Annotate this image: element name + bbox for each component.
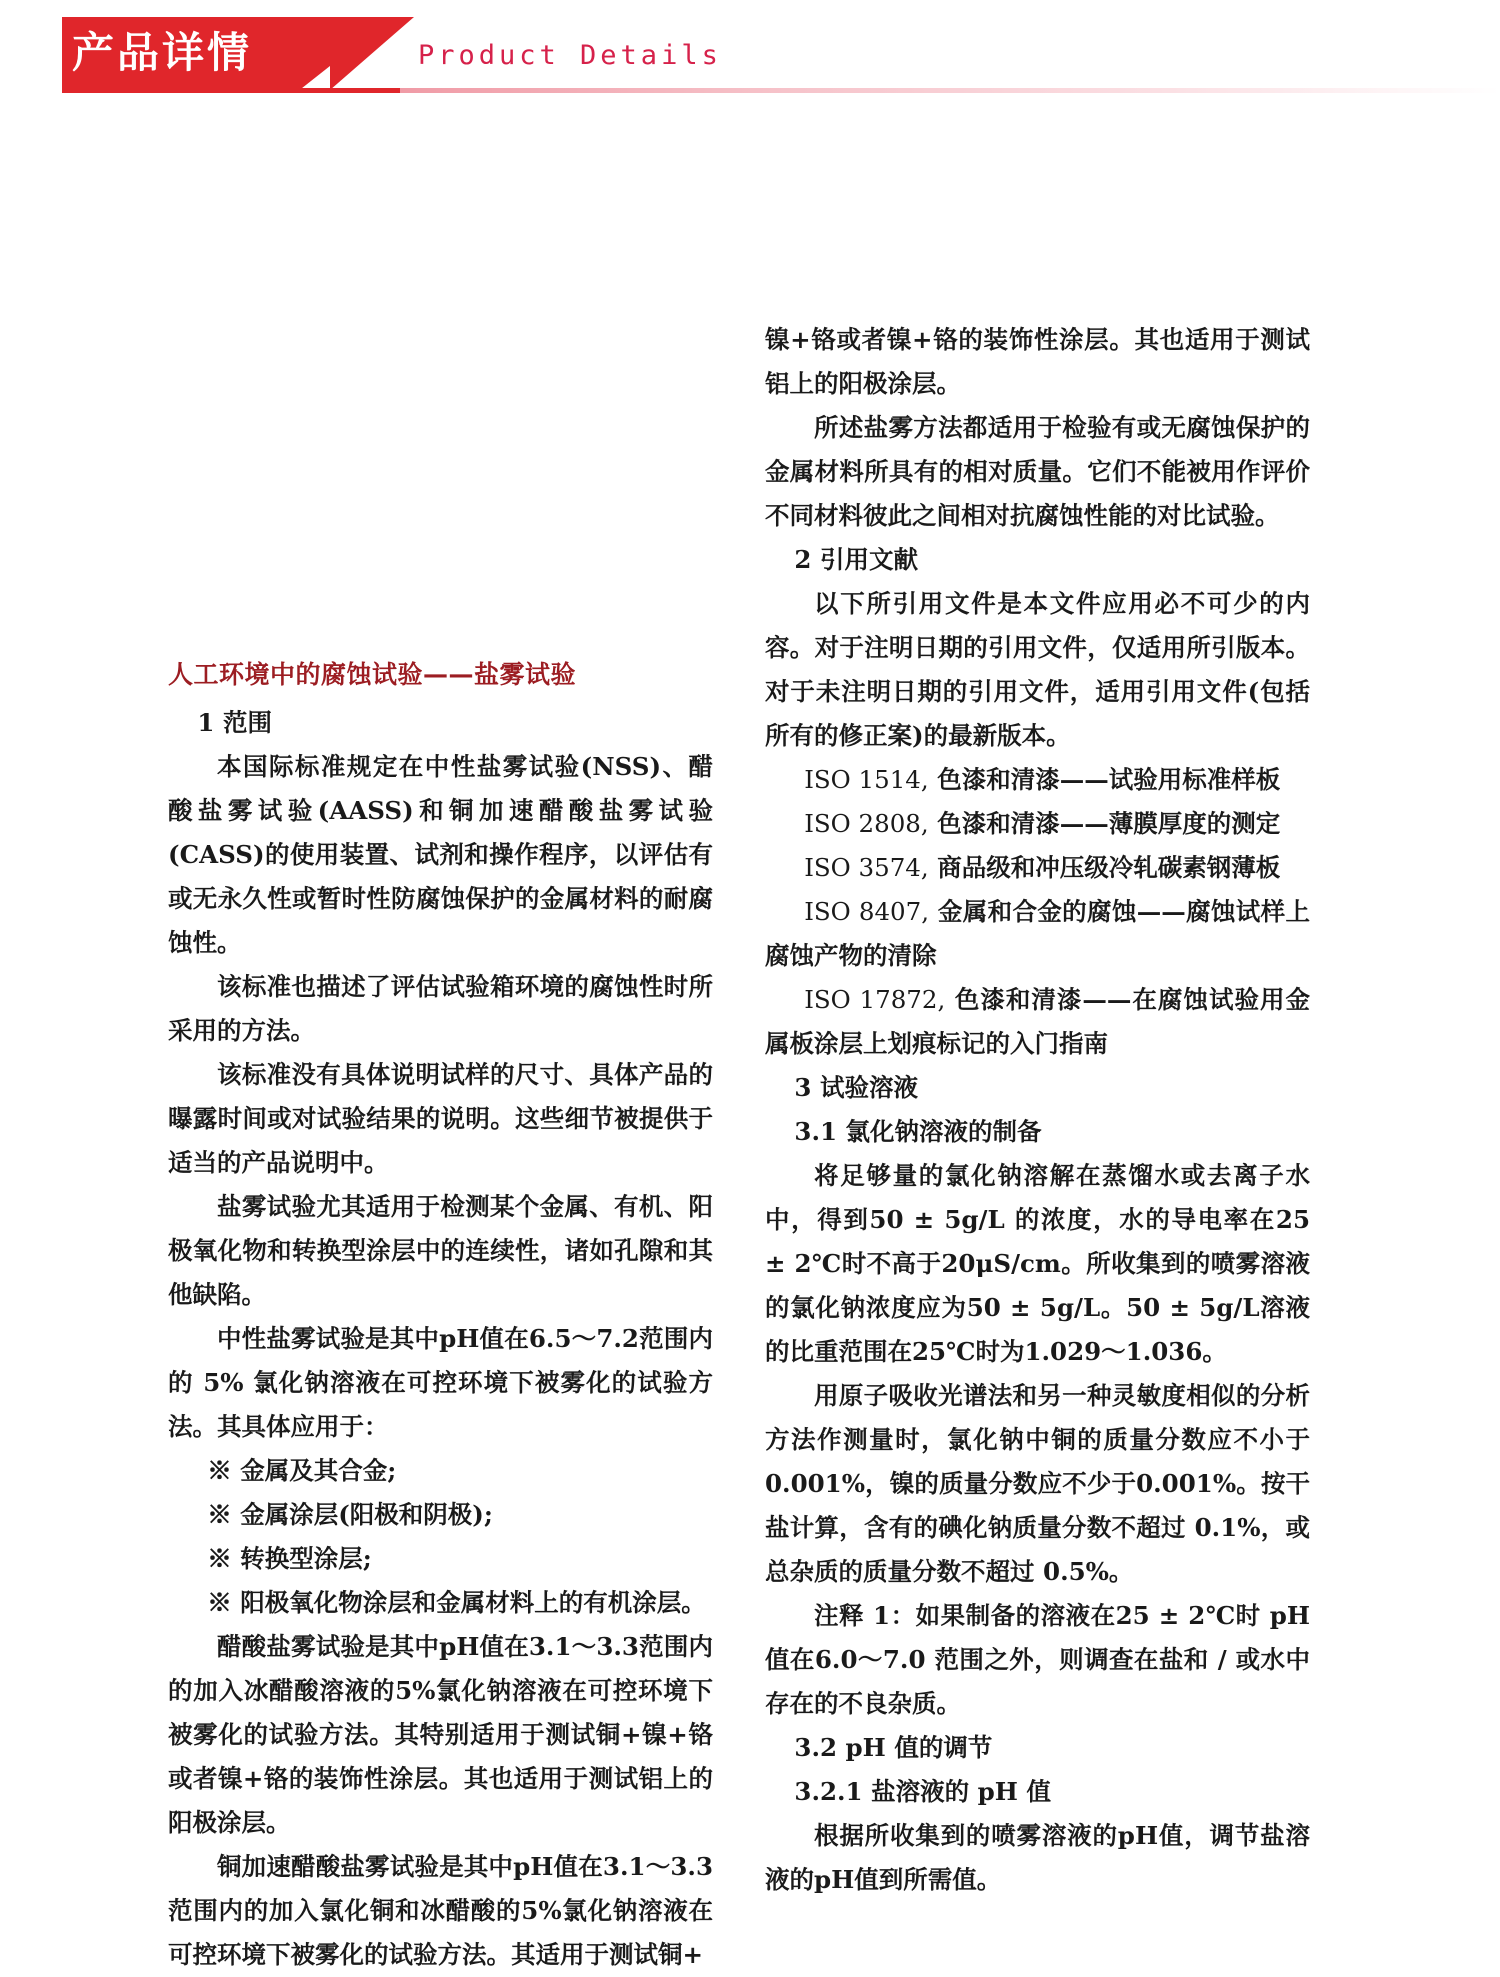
iso-reference-item [765, 802, 1310, 846]
iso-reference-title: 金属和合金的腐蚀——腐蚀试样上腐蚀产物的清除 [765, 897, 1310, 970]
paragraph: 盐雾试验尤其适用于检测某个金属、有机、阳极氧化物和转换型涂层中的连续性，诸如孔隙和其他缺陷。 [168, 1192, 713, 1309]
iso-reference-item [765, 846, 1310, 890]
note-paragraph: 注释 1：如果制备的溶液在25 ± 2℃时 pH 值在6.0～7.0 范围之外，则调查在盐和 / 或水中存在的不良杂质。 [765, 1601, 1310, 1718]
list-item: ※ 转换型涂层; [207, 1544, 372, 1573]
paragraph: 以下所引用文件是本文件应用必不可少的内容。对于注明日期的引用文件，仅适用所引版本。对于未注明日期的引用文件，适用引用文件(包括所有的修正案)的最新版本。 [765, 589, 1310, 750]
paragraph: 本国际标准规定在中性盐雾试验(NSS)、醋酸盐雾试验(AASS)和铜加速醋酸盐雾试验(CASS)的使用装置、试剂和操作程序，以评估有或无永久性或暂时性防腐蚀保护的金属材料的耐腐蚀性。 [168, 752, 713, 957]
list-item: ※ 金属及其合金; [207, 1456, 397, 1485]
iso-reference-item [765, 978, 1310, 1066]
iso-reference-title: 色漆和清漆——在腐蚀试验用金属板涂层上划痕标记的入门指南 [765, 985, 1310, 1058]
document-title: 人工环境中的腐蚀试验——盐雾试验 [168, 660, 577, 689]
header-title-chinese: 产品详情 [72, 28, 253, 77]
paragraph: 该标准没有具体说明试样的尺寸、具体产品的曝露时间或对试验结果的说明。这些细节被提供于适当的产品说明中。 [168, 1060, 713, 1177]
section-3-1-heading: 3.1 氯化钠溶液的制备 [794, 1117, 1042, 1146]
document-body [0, 100, 1500, 1969]
left-column-content [168, 655, 713, 1977]
section-3-2-1-heading: 3.2.1 盐溶液的 pH 值 [794, 1777, 1051, 1806]
paragraph: 根据所收集到的喷雾溶液的pH值，调节盐溶液的pH值到所需值。 [765, 1821, 1310, 1894]
right-column-content [765, 318, 1310, 1902]
iso-reference-item [765, 758, 1310, 802]
iso-reference-code: ISO 17872, [804, 985, 946, 1014]
section-3-heading: 3 试验溶液 [794, 1073, 918, 1102]
iso-reference-title: 色漆和清漆——薄膜厚度的测定 [937, 809, 1281, 838]
section-2-heading: 2 引用文献 [794, 545, 918, 574]
iso-reference-code: ISO 3574, [804, 853, 929, 882]
paragraph: 用原子吸收光谱法和另一种灵敏度相似的分析方法作测量时，氯化钠中铜的质量分数应不小于0.001%，镍的质量分数应不少于0.001%。按干盐计算，含有的碘化钠质量分数不超过 0.1%，或总杂质的质量分数不超过 0.5%。 [765, 1381, 1310, 1586]
header-rule-gradient [400, 88, 1500, 93]
iso-reference-code: ISO 2808, [804, 809, 929, 838]
paragraph: 该标准也描述了评估试验箱环境的腐蚀性时所采用的方法。 [168, 972, 713, 1045]
iso-reference-title: 商品级和冲压级冷轧碳素钢薄板 [937, 853, 1281, 882]
paragraph: 所述盐雾方法都适用于检验有或无腐蚀保护的金属材料所具有的相对质量。它们不能被用作评价不同材料彼此之间相对抗腐蚀性能的对比试验。 [765, 413, 1310, 530]
paragraph: 醋酸盐雾试验是其中pH值在3.1～3.3范围内的加入冰醋酸溶液的5%氯化钠溶液在可控环境下被雾化的试验方法。其特别适用于测试铜+镍+铬或者镍+铬的装饰性涂层。其也适用于测试铝上的阳极涂层。 [168, 1632, 713, 1837]
paragraph: 中性盐雾试验是其中pH值在6.5～7.2范围内的 5% 氯化钠溶液在可控环境下被雾化的试验方法。其具体应用于： [168, 1324, 713, 1441]
header-title-english: Product Details [418, 40, 722, 71]
iso-reference-code: ISO 8407, [804, 897, 930, 926]
paragraph-continuation: 镍+铬或者镍+铬的装饰性涂层。其也适用于测试铝上的阳极涂层。 [765, 325, 1310, 398]
paragraph: 铜加速醋酸盐雾试验是其中pH值在3.1～3.3范围内的加入氯化铜和冰醋酸的5%氯化钠溶液在可控环境下被雾化的试验方法。其适用于测试铜+ [168, 1852, 713, 1969]
list-item: ※ 金属涂层(阳极和阴极); [207, 1500, 493, 1529]
iso-reference-code: ISO 1514, [804, 765, 929, 794]
section-3-2-heading: 3.2 pH 值的调节 [794, 1733, 993, 1762]
iso-reference-title: 色漆和清漆——试验用标准样板 [937, 765, 1281, 794]
section-1-heading: 1 范围 [197, 708, 272, 737]
list-item: ※ 阳极氧化物涂层和金属材料上的有机涂层。 [207, 1588, 706, 1617]
page-header [0, 0, 1500, 100]
paragraph: 将足够量的氯化钠溶解在蒸馏水或去离子水中，得到50 ± 5g/L 的浓度，水的导电率在25 ± 2℃时不高于20μS/cm。所收集到的喷雾溶液的氯化钠浓度应为50 ± 5g/L。50 ± 5g/L溶液的比重范围在25℃时为1.029～1.036。 [765, 1161, 1310, 1366]
iso-reference-item [765, 890, 1310, 978]
